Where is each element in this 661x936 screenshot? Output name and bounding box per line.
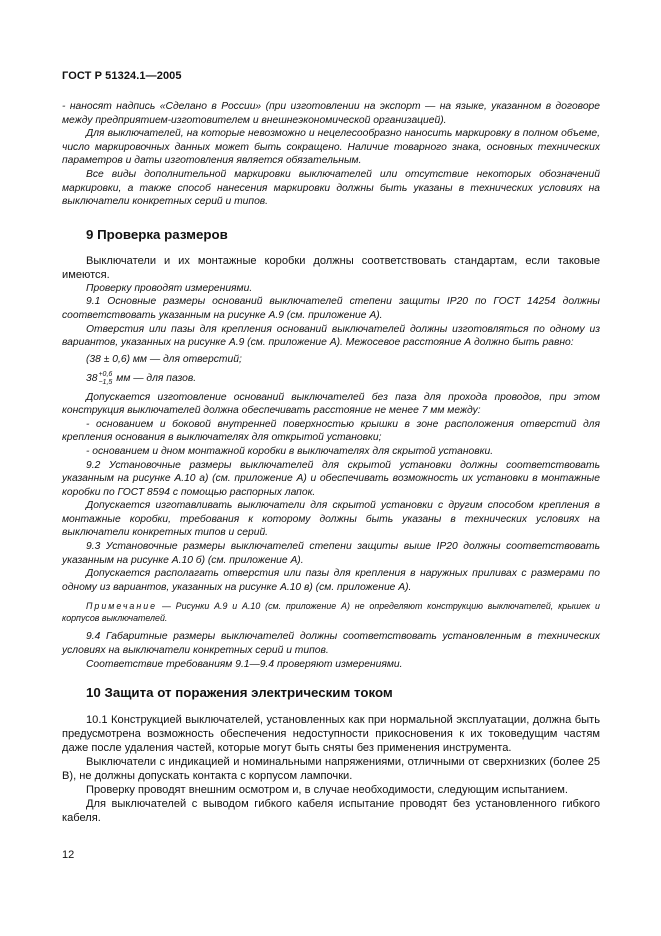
clause-9-4-check: Соответствие требованиям 9.1—9.4 проверяют измерениями. [86,658,403,670]
clause-9-3-alternative: Допускается располагать отверстия или пазы для крепления в наружных приливах с размерами по одному из вариантов, указанных на рисунке А.10 в) (см. приложение А). [62,568,600,593]
clause-10-1: 10.1 Конструкцией выключателей, установленных как при нормальной эксплуатации, должна быть предусмотрена возможность обеспечения недоступности прикосновения к их токоведущим частям даже после удаления частей, которые могут быть сняты без применения инструмента. [62,714,600,755]
formula-slots-tolerance [98,371,112,386]
formula-slots-text: мм — для пазов. [116,373,197,385]
clause-9-1-no-slot: Допускается изготовление оснований выключателей без паза для прохода проводов, при этом конструкция выключателей должна обеспечивать расстояние не менее 7 мм между: [62,391,600,417]
clause-9-1-item-open: - основанием и боковой внутренней поверхностью крышки в зоне расположения отверстий для крепления основания в выключателях для открытой установки; [62,418,600,444]
section-9-intro: Выключатели и их монтажные коробки должны соответствовать стандартам, если таковые имеются. [62,254,600,281]
clause-9-1-item-hidden: - основанием и дном монтажной коробки в выключателях для скрытой установки. [86,445,494,457]
section-10-title: 10 Защита от поражения электрическим током [86,685,393,701]
page-number: 12 [62,849,75,861]
formula-slots-base: 38 [86,373,98,385]
clause-9-3: 9.3 Установочные размеры выключателей степени защиты выше IP20 должны соответствовать указанным на рисунке А.10 б) (см. приложение А). [62,541,600,566]
marking-item-export: - наносят надпись «Сделано в России» (при изготовлении на экспорт — на языке, указанном в договоре между предприятием-изготовителем и внешнеэкономической организацией). [62,101,600,126]
clause-9-2: 9.2 Установочные размеры выключателей для скрытой установки должны соответствовать указанным на рисунке А.10 а) (см. приложение А) и обеспечивать возможность их установки в монтажные коробки по ГОСТ 8594 с помощью распорных лапок. [62,459,600,498]
marking-additional-paragraph: Все виды дополнительной маркировки выключателей или отсутствие некоторых обозначений маркировки, а также способ нанесения маркировки должны быть указаны в технических условиях на выключатели конкретных серий и типов. [62,168,600,208]
formula-holes: (38 ± 0,6) мм — для отверстий; [86,353,242,365]
note-label: Примечание [86,601,158,612]
section-9-title: 9 Проверка размеров [86,226,228,242]
note [62,600,600,624]
clause-9-2-alternative: Допускается изготавливать выключатели для скрытой установки с другим способом крепления в монтажные коробки, требования к которому должны быть указаны в технических условиях на выключатели конкретных типов и серий. [62,500,600,539]
note-text: — Рисунки А.9 и А.10 (см. приложение А) не определяют конструкцию выключателей, крышек и корпусов выключателей. [62,601,600,624]
marking-reduced-paragraph: Для выключателей, на которые невозможно и нецелесообразно наносить маркировку в полном объеме, число маркировочных данных может быть сокращено. Наличие товарного знака, основных технических параметров и даты изготовления является обязательным. [62,128,600,167]
tolerance-upper: +0,6 [98,371,113,379]
tolerance-lower: −1,5 [98,378,113,386]
clause-9-1-holes: Отверстия или пазы для крепления оснований выключателей должны изготовляться по одному из вариантов, указанных на рисунке А.9 (см. приложение А). Межосевое расстояние А должно быть равно: [62,323,600,349]
clause-10-1-indication: Выключатели с индикацией и номинальными напряжениями, отличными от сверхнизких (более 25 В), не должны допускать контакта с корпусом лампочки. [62,756,600,783]
clause-10-1-cable: Для выключателей с выводом гибкого кабеля испытание проводят без установленного гибкого кабеля. [62,798,600,825]
clause-9-1: 9.1 Основные размеры оснований выключателей степени защиты IP20 по ГОСТ 14254 должны соответствовать указанным на рисунке А.9 (см. приложение А). [62,296,600,321]
clause-9-4: 9.4 Габаритные размеры выключателей должны соответствовать установленным в технических условиях на выключатели конкретных серий и типов. [62,631,600,657]
document-header: ГОСТ Р 51324.1—2005 [62,70,182,82]
formula-slots [62,371,600,387]
page-content [62,100,600,825]
section-9-check-method: Проверку проводят измерениями. [86,282,253,294]
clause-10-1-inspection: Проверку проводят внешним осмотром и, в случае необходимости, следующим испытанием. [86,784,568,797]
